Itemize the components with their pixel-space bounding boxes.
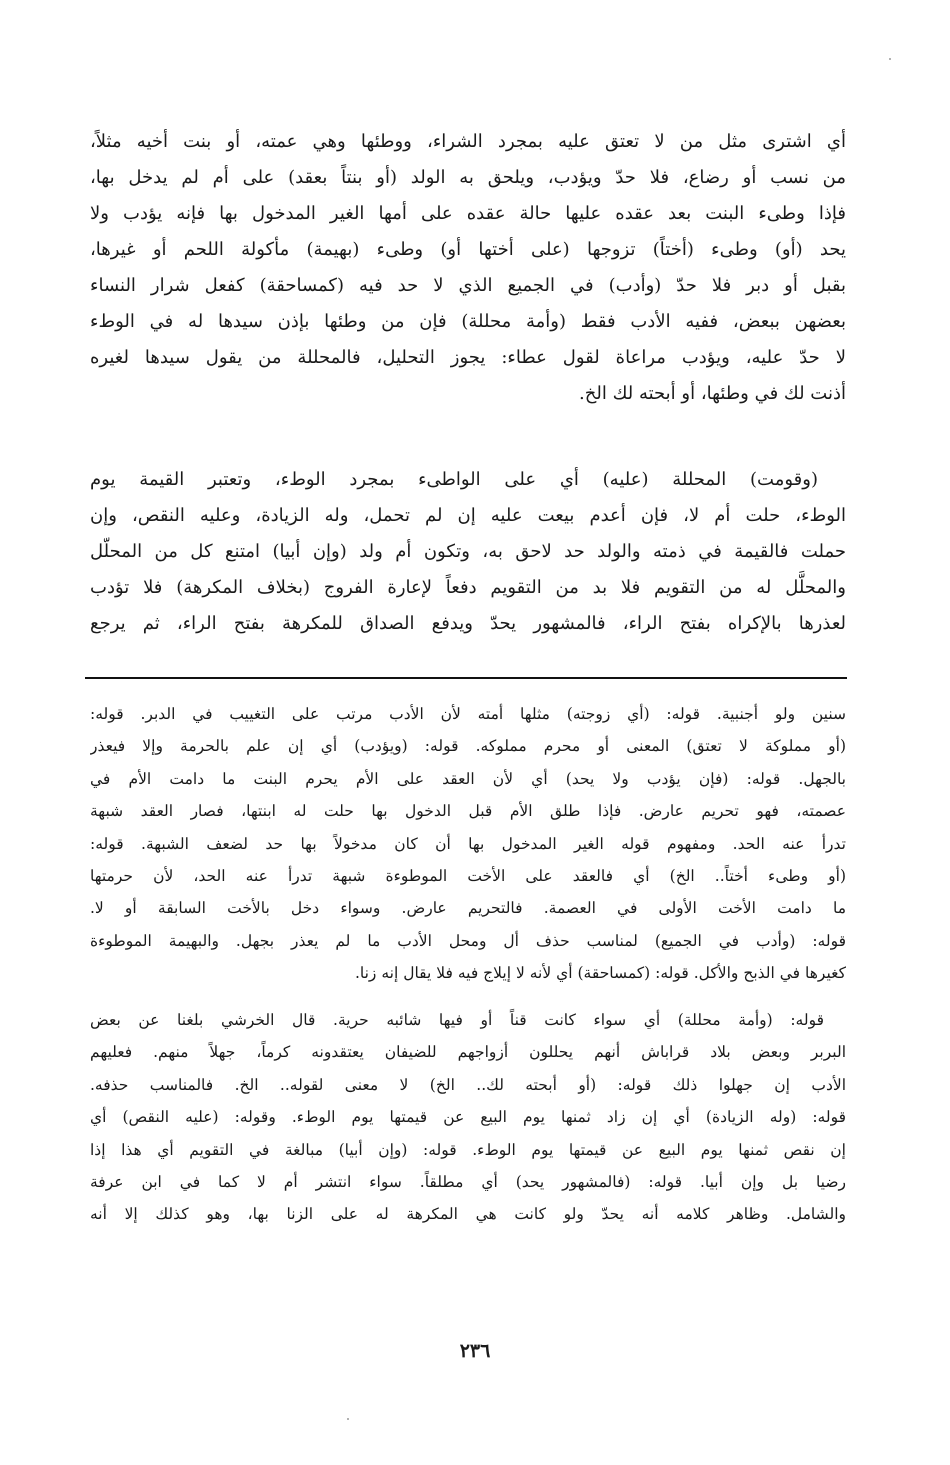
footnote-line: (أو وطىء أختاً.. الخ) أي فالعقد على الأخت الموطوءة شبهة تدرأ عنه الحد، لأن حرمتها: [90, 866, 846, 885]
text-line: (وقومت) المحللة (عليه) أي على الواطىء بمجرد الوطء، وتعتبر القيمة يوم: [90, 469, 818, 490]
footnote-line: والشامل. وظاهر كلامه أنه يحدّ ولو كانت هي المكرهة له على الزنا بها، وهو كذلك إلا أنه: [90, 1205, 846, 1224]
footnote-line: ما دامت الأخت الأولى في العصمة. فالتحريم عارض. وسواء دخل بالأخت السابقة أو لا.: [90, 899, 846, 918]
footnote-line: إن نقص ثمنها يوم البيع عن قيمتها يوم الوطء. قوله: (وإن أبيا) مبالغة في التقويم أي هذا إذا: [90, 1140, 846, 1159]
footnote-line: سنين ولو أجنبية. قوله: (أي زوجته) مثلها أمته لأن الأدب مرتب على التغييب في الدبر. قوله:: [90, 705, 846, 723]
footnote-line: قوله: (وله الزيادة) أي إن زاد ثمنها يوم البيع عن قيمتها يوم الوطء. وقوله: (عليه النقص) أي: [90, 1108, 846, 1127]
text-line: الوطء، حلت أم لا، فإن أعدم بيعت عليه إن لم تحمل، وله الزيادة، وعليه النقص، وإن: [90, 505, 846, 526]
text-line: بعضهن ببعض، ففيه الأدب فقط (وأمة محللة) فإن من وطئها بإذن سيدها له في الوطء: [90, 311, 846, 332]
footnote-divider: [85, 677, 847, 679]
text-line: من نسب أو رضاع، فلا حدّ ويؤدب، ويلحق به الولد (أو بنتاً بعقد) على أم لم يدخل بها،: [90, 167, 846, 188]
text-line: لعذرها بالإكراه بفتح الراء، فالمشهور يحدّ ويدفع الصداق للمكرهة بفتح الراء، ثم يرجع: [90, 613, 846, 634]
scan-speck: [889, 58, 891, 60]
text-line: حملت فالقيمة في ذمته والولد حد لاحق به، وتكون أم ولد (وإن أبيا) امتنع كل من المحلّل: [90, 541, 846, 562]
footnote-line: عصمته، فهو تحريم عارض. فإذا طلق الأم قبل الدخول بها حلت له ابنتها، فصار العقد شبهة: [90, 802, 846, 821]
scan-speck: [347, 1418, 349, 1420]
text-line: أي اشترى مثل من لا تعتق عليه بمجرد الشراء، ووطئها وهي عمته، أو بنت أخيه مثلاً،: [90, 131, 846, 152]
text-line: لا حدّ عليه، ويؤدب مراعاة لقول عطاء: يجوز التحليل، فالمحللة من يقول سيدها لغيره: [90, 347, 846, 368]
footnote-line: قوله: (وأدب في الجميع) لمناسب حذف أل ومحل الأدب ما لم يعذر بجهل. والبهيمة الموطوءة: [90, 931, 846, 950]
main-paragraph-1: [90, 124, 846, 412]
main-paragraph-2: [90, 462, 846, 642]
text-line: بقبل أو دبر فلا حدّ (وأدب) في الجميع الذي لا حد فيه (كمساحقة) كفعل شرار النساء: [90, 275, 846, 296]
text-line: يحد (أو) وطىء (أختاً) تزوجها (على أختها أو) وطىء (بهيمة) مأكولة اللحم أو غيرها،: [90, 239, 846, 260]
text-line: والمحلَّل له من التقويم فلا بد من التقويم دفعاً لإعارة الفروج (بخلاف المكرهة) فلا تؤدب: [90, 577, 846, 598]
footnote-line: كغيرها في الذبح والأكل. قوله: (كمساحقة) أي لأنه لا إيلاج فيه فلا يقال إنه زنا.: [354, 964, 846, 983]
footnote-line: رضيا بل وإن أبيا. قوله: (فالمشهور يحد) أي مطلقاً. سواء انتشر أم لا كما في ابن عرفة: [90, 1172, 846, 1191]
footnote-line: بالجهل. قوله: (فإن يؤدب ولا يحد) أي لأن العقد على الأم يحرم البنت ما دامت الأم في: [90, 769, 846, 788]
footnote-line: البربر وبعض بلاد قراباش أنهم يحللون أزواجهم للضيفان يعتقدونه كرماً، جهلاً منهم. فعليهم: [90, 1043, 846, 1062]
footnote-line: الأدب إن جهلوا ذلك قوله: (أو أبحته لك.. الخ) لا معنى لقوله.. الخ. فالمناسب حذفه.: [90, 1075, 846, 1094]
page-number: ٢٣٦: [459, 1340, 491, 1362]
footnote-line: تدرأ عنه الحد. ومفهوم قوله الغير المدخول بها أن كان مدخولاً بها حد لضعف الشبهة. قوله:: [90, 834, 846, 853]
footnote-line: قوله: (وأمة محللة) أي سواء كانت قناً أو فيها شائبه حرية. قال الخرشي بلغنا عن بعض: [90, 1011, 824, 1029]
footnote-paragraph-1: [90, 698, 846, 990]
text-line: أذنت لك في وطئها، أو أبحته لك الخ.: [579, 383, 846, 404]
footnote-line: (أو مملوكة لا تعتق) المعنى أو محرم مملوكه. قوله: (ويؤدب) أي إن علم بالحرمة وإلا فيعذر: [90, 737, 846, 756]
text-line: فإذا وطىء البنت بعد عقده عليها حالة عقده على أمها الغير المدخول بها فإنه يؤدب ولا: [90, 203, 846, 224]
footnote-paragraph-2: [90, 1004, 846, 1231]
